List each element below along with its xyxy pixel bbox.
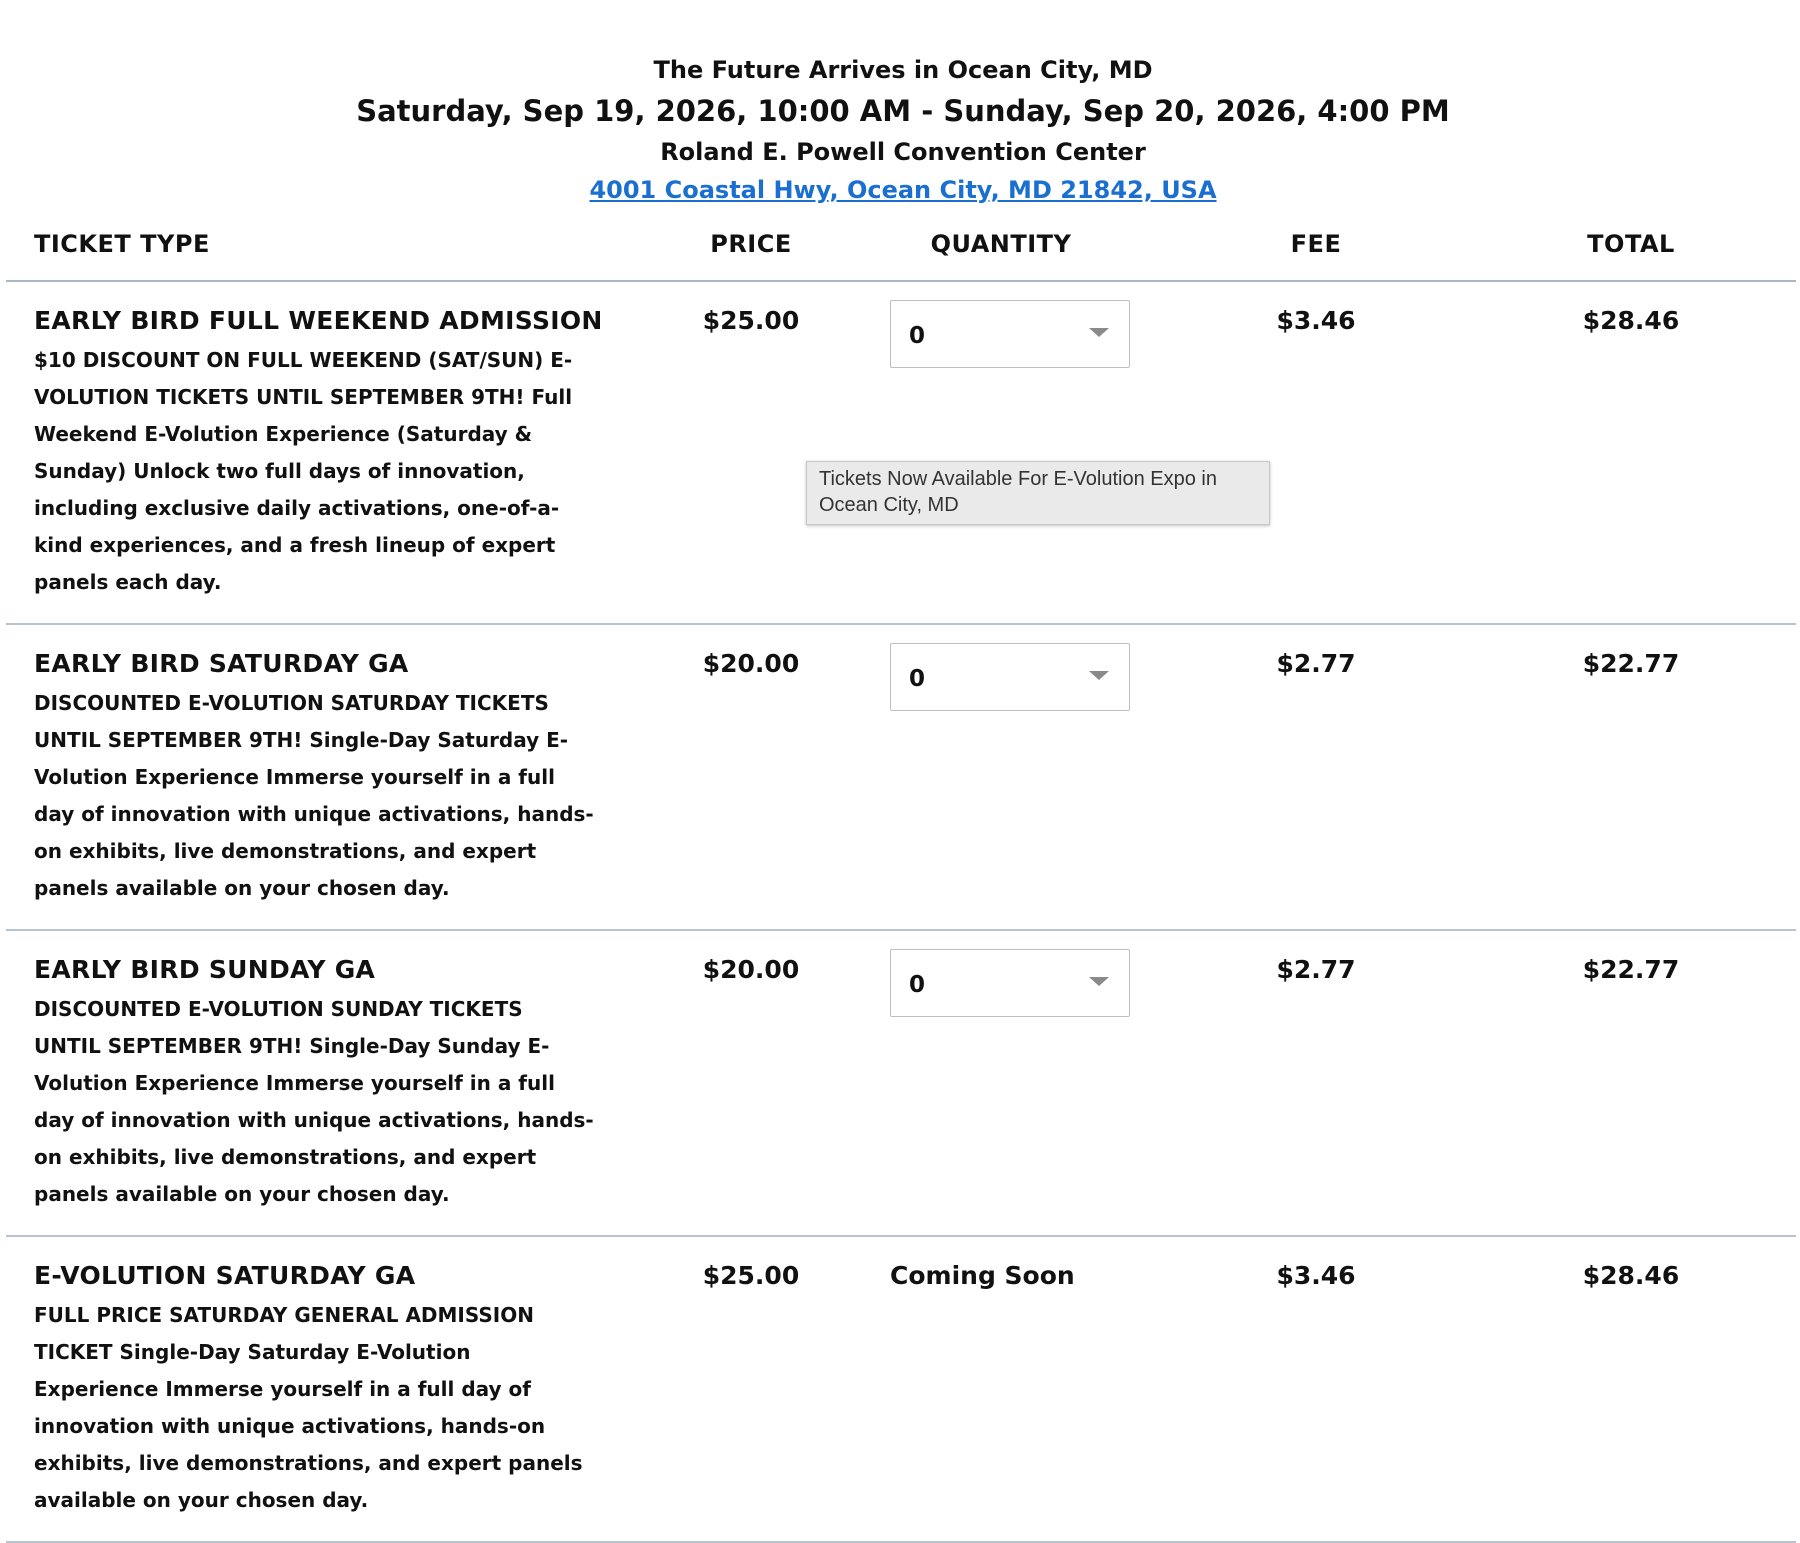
ticket-page <box>6 0 1796 1543</box>
ticket-price: $25.00 <box>666 1236 836 1542</box>
ticket-fee: $2.77 <box>1166 930 1466 1236</box>
ticket-quantity-cell <box>836 281 1166 624</box>
ticket-fee: $2.77 <box>1166 624 1466 930</box>
chevron-down-icon <box>1089 328 1109 337</box>
ticket-quantity-cell <box>836 624 1166 930</box>
ticket-total: $22.77 <box>1466 930 1796 1236</box>
event-dates: Saturday, Sep 19, 2026, 10:00 AM - Sunday, Sep 20, 2026, 4:00 PM <box>356 94 1450 128</box>
ticket-total: $28.46 <box>1466 1236 1796 1542</box>
ticket-quantity-cell <box>836 930 1166 1236</box>
ticket-quantity-cell <box>836 1236 1166 1542</box>
ticket-description: DISCOUNTED E-VOLUTION SUNDAY TICKETS UNTIL SEPTEMBER 9TH! Single-Day Sunday E-Volution Experience Immerse yourself in a full day of innovation with unique activations, hands-on exhibits, live demonstrations, and expert panels available on your chosen day. <box>34 997 594 1206</box>
quantity-select[interactable] <box>890 300 1130 368</box>
ticket-type-cell <box>6 1236 666 1542</box>
ticket-name: EARLY BIRD FULL WEEKEND ADMISSION <box>34 306 603 335</box>
ticket-price: $25.00 <box>666 281 836 624</box>
tooltip: Tickets Now Available For E-Volution Expo in Ocean City, MD <box>806 461 1270 525</box>
ticket-type-cell <box>6 281 666 624</box>
header-total: TOTAL <box>1466 226 1796 281</box>
chevron-down-icon <box>1089 671 1109 680</box>
header-price: PRICE <box>666 226 836 281</box>
event-title: The Future Arrives in Ocean City, MD <box>653 56 1153 84</box>
venue-name: Roland E. Powell Convention Center <box>660 138 1146 166</box>
quantity-select[interactable] <box>890 949 1130 1017</box>
ticket-description: FULL PRICE SATURDAY GENERAL ADMISSION TICKET Single-Day Saturday E-Volution Experience Immerse yourself in a full day of innovation with unique activations, hands-on exhibits, live demonstrations, and expert panels available on your chosen day. <box>34 1303 583 1512</box>
ticket-name: E-VOLUTION SATURDAY GA <box>34 1261 416 1290</box>
header-fee: FEE <box>1166 226 1466 281</box>
table-row <box>6 281 1796 624</box>
ticket-type-cell <box>6 930 666 1236</box>
table-row <box>6 1236 1796 1542</box>
header-quantity: QUANTITY <box>836 226 1166 281</box>
ticket-total: $28.46 <box>1466 281 1796 624</box>
quantity-status: Coming Soon <box>890 1261 1075 1290</box>
table-row <box>6 930 1796 1236</box>
ticket-description: $10 DISCOUNT ON FULL WEEKEND (SAT/SUN) E-VOLUTION TICKETS UNTIL SEPTEMBER 9TH! Full Weekend E-Volution Experience (Saturday & Sunday) Unlock two full days of innovation, including exclusive daily activations, one-of-a-kind experiences, and a fresh lineup of expert panels each day. <box>34 348 573 594</box>
event-header <box>6 0 1796 206</box>
table-row <box>6 624 1796 930</box>
ticket-description: DISCOUNTED E-VOLUTION SATURDAY TICKETS UNTIL SEPTEMBER 9TH! Single-Day Saturday E-Volution Experience Immerse yourself in a full day of innovation with unique activations, hands-on exhibits, live demonstrations, and expert panels available on your chosen day. <box>34 691 594 900</box>
venue-address-link[interactable]: 4001 Coastal Hwy, Ocean City, MD 21842, USA <box>589 176 1217 204</box>
ticket-price: $20.00 <box>666 930 836 1236</box>
ticket-fee: $3.46 <box>1166 1236 1466 1542</box>
ticket-name: EARLY BIRD SATURDAY GA <box>34 649 409 678</box>
quantity-value: 0 <box>909 972 926 998</box>
quantity-select[interactable] <box>890 643 1130 711</box>
ticket-table <box>6 226 1796 1543</box>
quantity-value: 0 <box>909 666 926 692</box>
ticket-total: $22.77 <box>1466 624 1796 930</box>
ticket-price: $20.00 <box>666 624 836 930</box>
table-header-row <box>6 226 1796 281</box>
header-ticket-type: TICKET TYPE <box>6 226 666 281</box>
chevron-down-icon <box>1089 977 1109 986</box>
ticket-name: EARLY BIRD SUNDAY GA <box>34 955 376 984</box>
ticket-type-cell <box>6 624 666 930</box>
quantity-value: 0 <box>909 323 926 349</box>
ticket-fee: $3.46 <box>1166 281 1466 624</box>
